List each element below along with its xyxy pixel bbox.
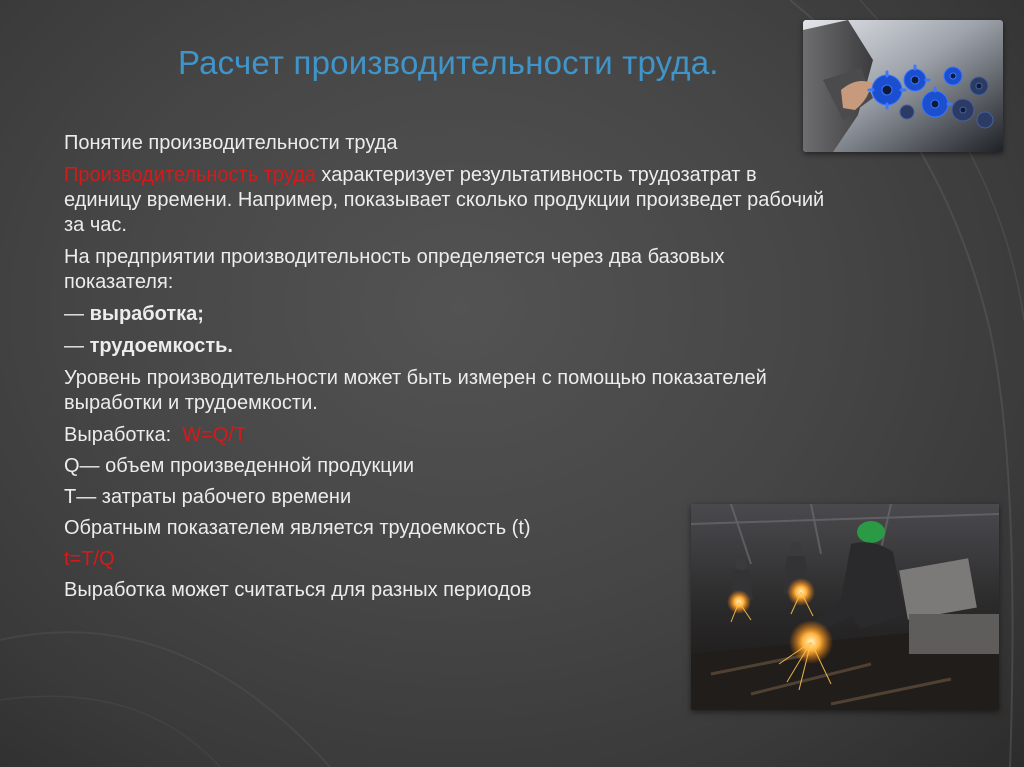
paragraph-inverse: Обратным показателем является трудоемкость (t) (64, 517, 531, 539)
paragraph-periods: Выработка может считаться для разных периодов (64, 579, 532, 601)
output-formula: W=Q/T (182, 424, 247, 446)
bullet-output (64, 302, 834, 327)
paragraph-definition (64, 163, 834, 238)
paragraph-t-definition: T— затраты рабочего времени (64, 486, 352, 508)
paragraph-indicators: На предприятии производительность определяется через два базовых показателя: (64, 246, 725, 293)
bullet-labor-intensity (64, 334, 834, 359)
bullet-output-text: выработка; (89, 303, 204, 325)
paragraph-measurement: Уровень производительности может быть измерен с помощью показателей выработки и трудоемкости. (64, 367, 767, 414)
bullet-dash: — (64, 303, 90, 325)
factory-workers-photo (691, 504, 999, 710)
highlight-term: Производительность труда (64, 164, 316, 186)
paragraph-q-definition: Q— объем произведенной продукции (64, 455, 415, 477)
bullet-labor-intensity-text: трудоемкость. (89, 335, 233, 357)
paragraph-output-formula (64, 423, 834, 448)
definition-text: характеризует результативность трудозатрат в единицу времени. Например, показывает сколько продукции произведет рабочий за час. (64, 164, 825, 236)
slide-title: Расчет производительности труда. (178, 44, 719, 81)
bullet-dash: — (64, 335, 90, 357)
labor-intensity-formula: t=T/Q (64, 548, 115, 570)
output-label: Выработка: (64, 424, 183, 446)
paragraph-concept: Понятие производительности труда (64, 132, 398, 154)
